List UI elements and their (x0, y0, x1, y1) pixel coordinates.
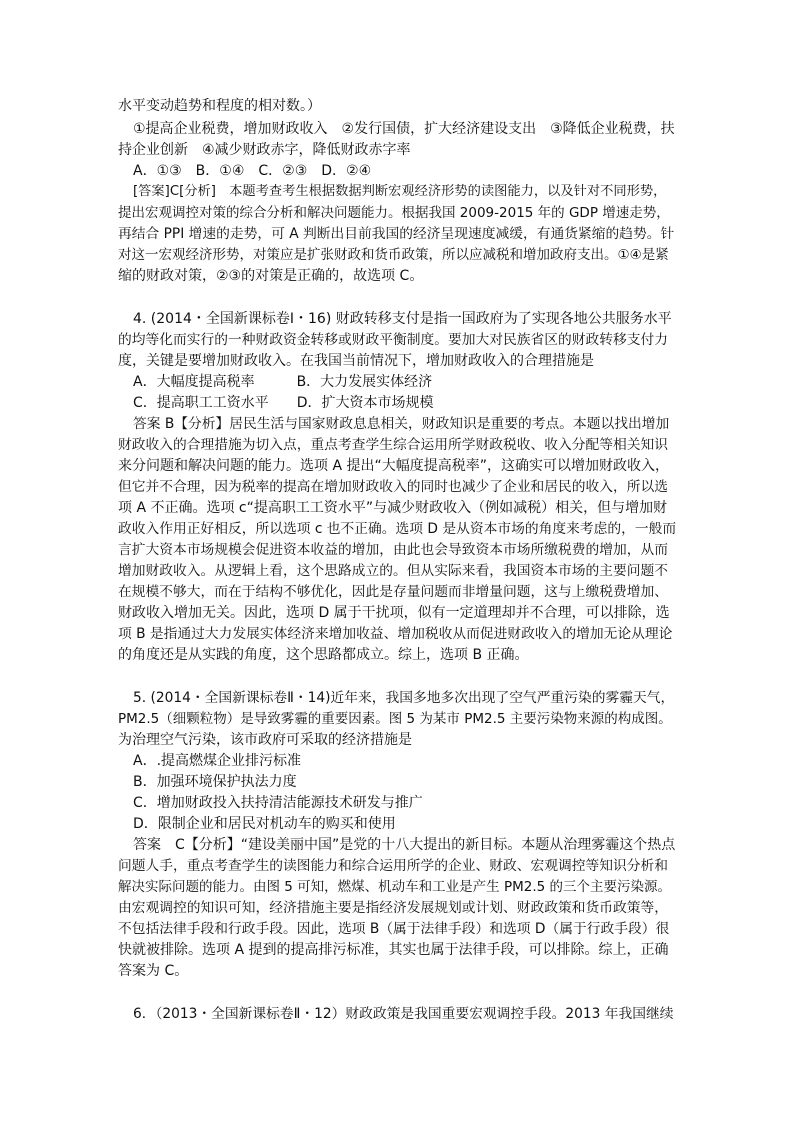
text-line: 答案为 C。 (118, 963, 189, 979)
text-line: 缩的财政对策，②③的对策是正确的，故选项 C。 (118, 268, 424, 284)
text-line: 政收入作用正好相反，所以选项 c 也不正确。选项 D 是从资本市场的角度来考虑的，一般而 (118, 521, 677, 537)
text-line: PM2.5（细颗粒物）是导致雾霾的重要因素。图 5 为某市 PM2.5 主要污染物来源的构成图。 (118, 711, 672, 727)
text-line: 由宏观调控的知识可知，经济措施主要是指经济发展规划或计划、财政政策和货币政策等， (118, 900, 669, 916)
text-line: 再结合 PPI 增速的走势，可 A 判断出目前我国的经济呈现速度减缓，有通货紧缩的趋势。针 (118, 226, 675, 242)
text-line: 不包括法律手段和行政手段。因此，选项 B（属于法律手段）和选项 D（属于行政手段）很 (118, 921, 670, 937)
text-line: 问题人手，重点考查学生的读图能力和综合运用所学的企业、财政、宏观调控等知识分析和 (118, 858, 669, 874)
option-line: D．限制企业和居民对机动车的购买和使用 (133, 816, 396, 832)
text-line: 来分问题和解决问题的能力。选项 A 提出“大幅度提高税率”，这确实可以增加财政收入， (118, 458, 669, 474)
text-line: A．①③ B．①④ C．②③ D．②④ (133, 163, 372, 179)
text-line: ①提高企业税费，增加财政收入 ②发行国债，扩大经济建设支出 ③降低企业税费，扶 (133, 121, 675, 137)
question-4-heading: 4. (2014・全国新课标卷Ⅰ・16) 财政转移支付是指一国政府为了实现各地公共服务水平 (133, 311, 672, 327)
text-line: 项 A 不正确。选项 c“提高职工工资水平”与减少财政收入（例如减税）相关，但与增加财 (118, 500, 668, 516)
text-line: 增加财政收入。从逻辑上看，这个思路成立的。但从实际来看，我国资本市场的主要问题不 (118, 563, 669, 579)
question-5-heading: 5. (2014・全国新课标卷Ⅱ・14)近年来，我国多地多次出现了空气严重污染的雾霾天气， (133, 690, 675, 706)
text-line: 水平变动趋势和程度的相对数。） (118, 98, 321, 114)
text-line: 对这一宏观经济形势，对策应是扩张财政和货币政策，所以应减税和增加政府支出。①④是紧 (118, 247, 669, 263)
answer-line: 答案 C【分析】“建设美丽中国”是党的十八大提出的新目标。本题从治理雾霾这个热点 (133, 837, 676, 853)
text-line: 项 B 是指通过大力发展实体经济来增加收益、增加税收从而促进财政收入的增加无论从理论 (118, 626, 673, 642)
text-line: 财政收入增加无关。因此，选项 D 属于干扰项，似有一定道理却并不合理，可以排除，选 (118, 605, 670, 621)
text-line: 为治理空气污染，该市政府可采取的经济措施是 (118, 732, 412, 748)
text-line: 的角度还是从实践的角度，这个思路都成立。综上，选项 B 正确。 (118, 647, 529, 663)
text-line: 在规模不够大，而在于结构不够优化，因此是存量问题而非增量问题，这与上缴税费增加、 (118, 584, 669, 600)
text-line: 解决实际问题的能力。由图 5 可知，燃煤、机动车和工业是产生 PM2.5 的三个主要污染源。 (118, 879, 672, 895)
text-line: 提出宏观调控对策的综合分析和解决问题能力。根据我国 2009-2015 年的 GDP 增速走势， (118, 205, 670, 221)
text-line: 快就被排除。选项 A 提到的提高排污标准，其实也属于法律手段，可以排除。综上，正确 (118, 942, 669, 958)
option-line: B．加强环境保护执法力度 (133, 774, 297, 790)
option-line: C．提高职工工资水平 D．扩大资本市场规模 (133, 395, 434, 411)
question-6-heading: 6．（2013・全国新课标卷Ⅱ・12）财政政策是我国重要宏观调控手段。2013 年我国继续 (133, 1006, 674, 1022)
text-line: 的均等化而实行的一种财政资金转移或财政平衡制度。要加大对民族省区的财政转移支付力 (118, 332, 669, 348)
text-line: 但它并不合理，因为税率的提高在增加财政收入的同时也减少了企业和居民的收入，所以选 (118, 479, 669, 495)
option-line: C．增加财政投入扶持清洁能源技术研发与推广 (133, 795, 423, 811)
text-line: 财政收入的合理措施为切入点，重点考查学生综合运用所学财政税收、收入分配等相关知识 (118, 437, 669, 453)
option-line: A．.提高燃煤企业排污标准 (133, 753, 302, 769)
text-line: 度，关键是要增加财政收入。在我国当前情况下，增加财政收入的合理措施是 (118, 353, 594, 369)
text-line: 持企业创新 ④减少财政赤字，降低财政赤字率 (118, 142, 411, 158)
text-line: 言扩大资本市场规模会促进资本收益的增加，由此也会导致资本市场所缴税费的增加，从而 (118, 542, 669, 558)
option-line: A．大幅度提高税率 B．大力发展实体经济 (133, 374, 433, 390)
text-line: [答案]C[分析] 本题考查考生根据数据判断宏观经济形势的读图能力，以及针对不同形势， (133, 184, 667, 199)
answer-line: 答案 B【分析】居民生活与国家财政息息相关，财政知识是重要的考点。本题以找出增加 (133, 416, 670, 432)
